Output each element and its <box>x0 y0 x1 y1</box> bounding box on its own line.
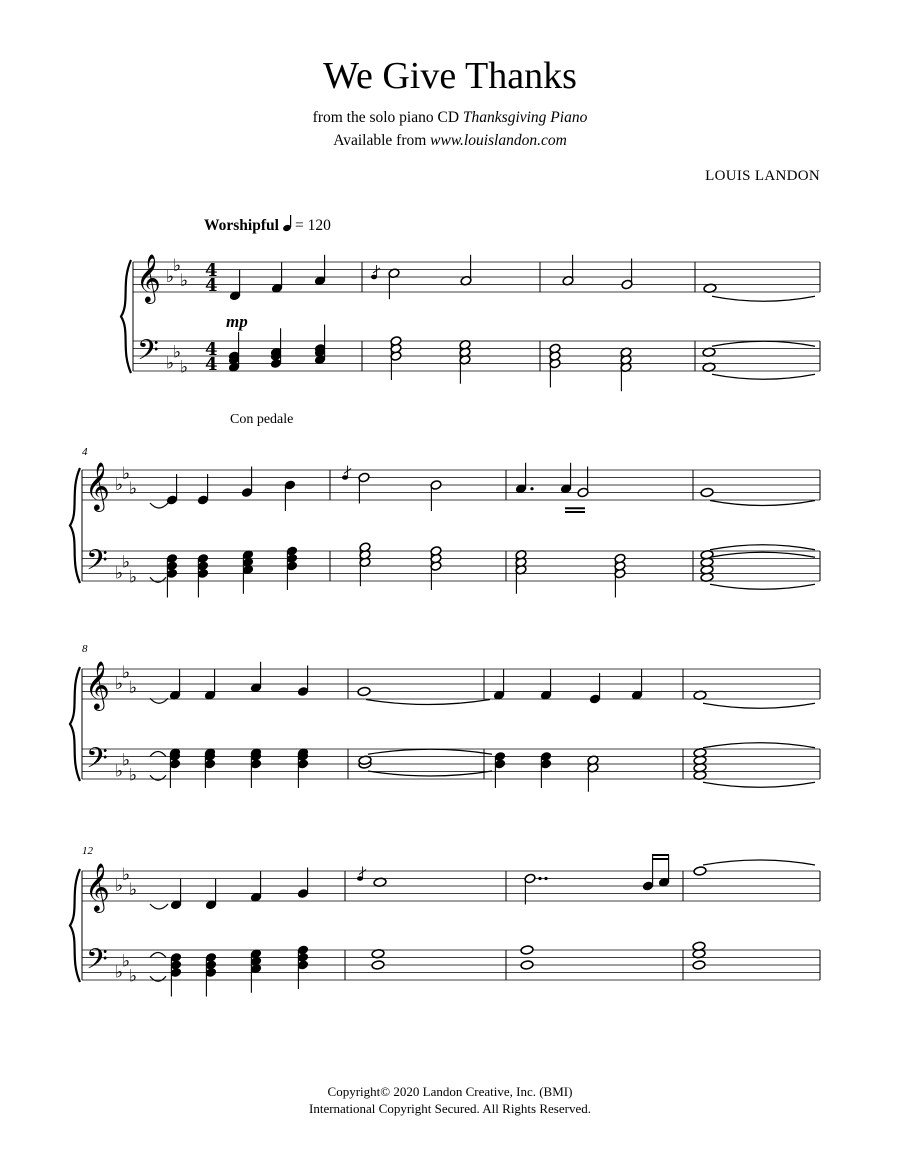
treble-clef: 𝄞 <box>85 461 110 510</box>
album-title: Thanksgiving Piano <box>462 109 588 126</box>
flat-sign: ♭ <box>129 879 138 900</box>
tie <box>150 953 166 958</box>
flat-sign: ♭ <box>115 674 124 694</box>
subtitle-prefix: from the solo piano CD <box>312 109 463 126</box>
time-signature-denominator: 4 <box>205 275 218 296</box>
tie <box>150 577 166 582</box>
copyright-line-2: International Copyright Secured. All Rights Reserved. <box>309 1101 591 1116</box>
tie <box>703 782 815 787</box>
tempo-bpm: = 120 <box>294 217 331 234</box>
note-head <box>702 347 715 357</box>
tie <box>150 752 166 757</box>
tie <box>366 700 490 705</box>
flat-sign: ♭ <box>129 478 138 499</box>
tie <box>150 775 166 780</box>
note-head <box>373 877 386 887</box>
flat-sign: ♭ <box>129 765 138 786</box>
availability-prefix: Available from <box>333 132 431 149</box>
flat-sign: ♭ <box>122 662 131 683</box>
note-head <box>693 690 706 700</box>
flat-sign: ♭ <box>173 255 182 276</box>
flat-sign: ♭ <box>166 353 175 374</box>
flat-sign: ♭ <box>129 677 138 698</box>
dynamic-marking: mp <box>226 312 248 331</box>
note-head <box>700 488 713 498</box>
measure-number: 4 <box>82 446 88 458</box>
note-head <box>357 687 370 697</box>
treble-clef: 𝄞 <box>85 660 110 709</box>
website-link[interactable]: www.louislandon.com <box>430 132 567 149</box>
tie <box>703 703 815 708</box>
tie <box>150 904 168 909</box>
brace <box>70 667 80 781</box>
note-head <box>371 949 384 959</box>
treble-clef: 𝄞 <box>85 862 110 911</box>
time-signature-numerator: 4 <box>205 260 218 281</box>
note-head <box>702 362 715 372</box>
brace <box>121 260 131 373</box>
note-head <box>692 960 705 970</box>
flat-sign: ♭ <box>173 342 182 363</box>
pedal-instruction: Con pedale <box>230 412 294 427</box>
flat-sign: ♭ <box>122 864 131 885</box>
composer-name: LOUIS LANDON <box>705 168 820 184</box>
tie <box>368 749 492 754</box>
tie <box>712 341 815 346</box>
flat-sign: ♭ <box>122 463 131 484</box>
treble-clef: 𝄞 <box>136 253 161 302</box>
tie <box>150 503 168 508</box>
flat-sign: ♭ <box>115 876 124 896</box>
measure-number: 12 <box>82 845 93 857</box>
flat-sign: ♭ <box>115 475 124 495</box>
flat-sign: ♭ <box>180 270 189 291</box>
dot <box>538 877 541 880</box>
note-head <box>693 866 706 876</box>
note-head <box>703 283 716 293</box>
tie <box>712 374 815 379</box>
brace <box>70 468 80 583</box>
bass-clef: 𝄢 <box>86 943 108 983</box>
flat-sign: ♭ <box>166 267 175 287</box>
dot <box>544 877 547 880</box>
flat-sign: ♭ <box>180 357 189 378</box>
flat-sign: ♭ <box>115 962 124 983</box>
flat-sign: ♭ <box>129 966 138 987</box>
dot <box>530 487 533 490</box>
note-head <box>693 748 706 758</box>
note-head <box>371 960 384 970</box>
note-head <box>692 941 705 951</box>
tie <box>703 860 815 865</box>
flat-sign: ♭ <box>129 567 138 588</box>
grace-note <box>371 275 377 280</box>
bass-clef: 𝄢 <box>86 544 108 584</box>
flat-sign: ♭ <box>122 750 131 771</box>
tempo-word: Worshipful <box>204 217 279 234</box>
tie <box>710 545 815 550</box>
bass-clef: 𝄢 <box>137 334 159 374</box>
copyright-line-1: Copyright© 2020 Landon Creative, Inc. (BMI) <box>327 1084 573 1099</box>
tie <box>703 743 815 748</box>
note-head <box>520 960 533 970</box>
tie <box>710 584 815 589</box>
flat-sign: ♭ <box>122 951 131 972</box>
note-head <box>700 550 713 560</box>
tie <box>710 552 815 557</box>
note-head <box>520 945 533 955</box>
bass-clef: 𝄢 <box>86 742 108 782</box>
tie <box>150 976 166 981</box>
flat-sign: ♭ <box>115 761 124 782</box>
time-signature-denominator: 4 <box>205 354 218 375</box>
flat-sign: ♭ <box>122 552 131 573</box>
flat-sign: ♭ <box>115 563 124 584</box>
brace <box>70 869 80 982</box>
grace-note <box>357 876 363 881</box>
tie <box>710 501 815 506</box>
grace-note <box>342 475 348 480</box>
song-title: We Give Thanks <box>323 55 577 97</box>
measure-number: 8 <box>82 643 88 655</box>
time-signature-numerator: 4 <box>205 339 218 360</box>
tie <box>712 296 815 301</box>
